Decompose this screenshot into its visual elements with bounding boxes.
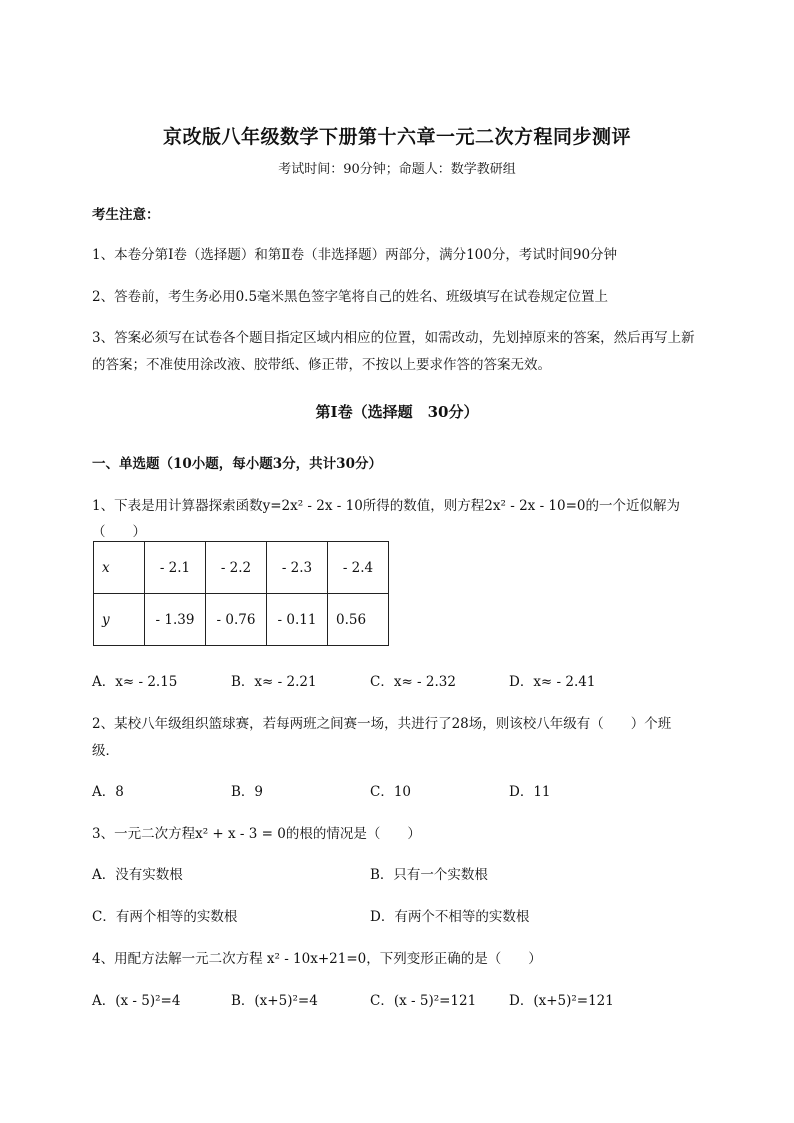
q4-option-a: A．(x - 5)²=4 xyxy=(92,993,181,1009)
q1-option-d: D．x≈ - 2.41 xyxy=(509,674,596,690)
q1-option-b: B．x≈ - 2.21 xyxy=(231,674,317,690)
table-header-cell: x xyxy=(94,542,145,594)
table-row xyxy=(94,542,389,594)
q2-stem: 2、某校八年级组织篮球赛，若每两班之间赛一场，共进行了28场，则该校八年级有（ ）个班 xyxy=(92,716,672,732)
q4-option-d: D．(x+5)²=121 xyxy=(509,993,614,1009)
q2-stem-cont: 级． xyxy=(92,743,119,759)
q3-option-c: C．有两个相等的实数根 xyxy=(92,909,238,925)
q1-stem: 1、下表是用计算器探索函数y=2x² - 2x - 10所得的数值，则方程2x² - 2x - 10=0的一个近似解为 xyxy=(92,498,680,514)
q2-option-a: A．8 xyxy=(92,784,124,800)
notice-item-2: 2、答卷前，考生务必用0.5毫米黑色签字笔将自己的姓名、班级填写在试卷规定位置上 xyxy=(92,289,609,305)
q1-stem-cont: （ ） xyxy=(92,524,146,540)
notice-item-3-cont: 的答案；不准使用涂改液、胶带纸、修正带，不按以上要求作答的答案无效。 xyxy=(92,357,551,373)
q2-option-c: C．10 xyxy=(370,784,412,800)
section-title: 第I卷（选择题 30分） xyxy=(315,403,479,421)
q1-option-c: C．x≈ - 2.32 xyxy=(370,674,456,690)
exam-title: 京改版八年级数学下册第十六章一元二次方程同步测评 xyxy=(162,126,631,148)
q3-option-b: B．只有一个实数根 xyxy=(370,867,488,883)
q4-stem: 4、用配方法解一元二次方程 x² - 10x+21=0，下列变形正确的是（ ） xyxy=(92,951,542,967)
q2-option-b: B．9 xyxy=(231,784,264,800)
notice-item-1: 1、本卷分第I卷（选择题）和第Ⅱ卷（非选择题）两部分，满分100分，考试时间90分钟 xyxy=(92,247,618,263)
notice-item-3: 3、答案必须写在试卷各个题目指定区域内相应的位置，如需改动，先划掉原来的答案，然后再写上新 xyxy=(92,330,695,346)
q1-option-a: A．x≈ - 2.15 xyxy=(92,674,178,690)
exam-subtitle: 考试时间：90分钟；命题人：数学教研组 xyxy=(278,162,516,177)
q3-option-a: A．没有实数根 xyxy=(92,867,183,883)
table-cell: - 1.39 xyxy=(145,594,206,646)
table-cell: - 2.1 xyxy=(145,542,206,594)
table-row xyxy=(94,594,389,646)
q3-stem: 3、一元二次方程x² + x - 3 = 0的根的情况是（ ） xyxy=(92,826,421,842)
notice-heading: 考生注意： xyxy=(92,207,160,223)
table-header-cell: y xyxy=(94,594,145,646)
table-cell: - 2.2 xyxy=(206,542,267,594)
q4-option-b: B．(x+5)²=4 xyxy=(231,993,318,1009)
q1-value-table xyxy=(93,541,389,646)
table-cell: - 0.11 xyxy=(267,594,328,646)
q3-option-d: D．有两个不相等的实数根 xyxy=(370,909,530,925)
table-cell: 0.56 xyxy=(328,594,389,646)
q2-option-d: D．11 xyxy=(509,784,551,800)
table-cell: - 2.3 xyxy=(267,542,328,594)
table-cell: - 2.4 xyxy=(328,542,389,594)
part-heading: 一、单选题（10小题，每小题3分，共计30分） xyxy=(92,456,382,472)
q4-option-c: C．(x - 5)²=121 xyxy=(370,993,477,1009)
table-cell: - 0.76 xyxy=(206,594,267,646)
